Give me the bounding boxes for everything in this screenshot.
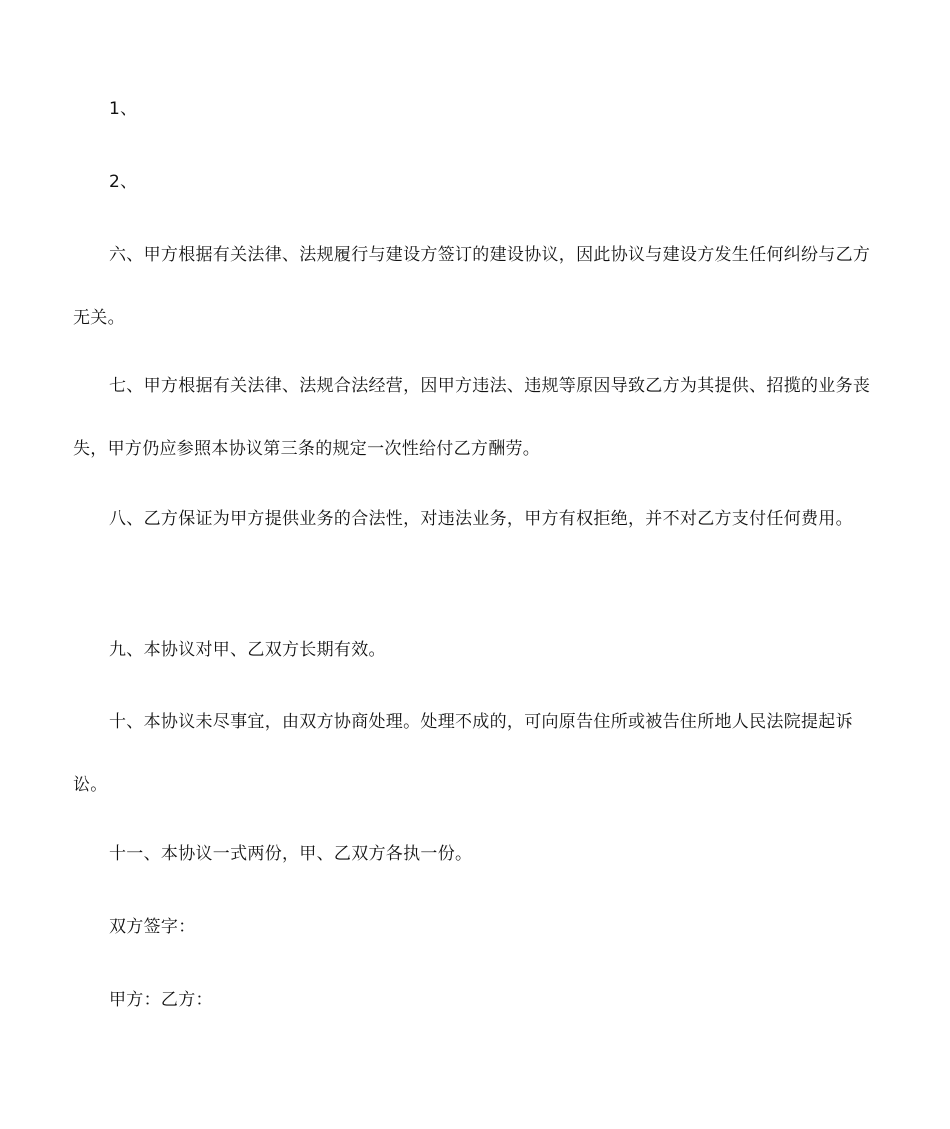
paragraph-clause-11: 十一、本协议一式两份，甲、乙双方各执一份。 (109, 844, 473, 864)
paragraph-clause-6: 六、甲方根据有关法律、法规履行与建设方签订的建设协议，因此协议与建设方发生任何纠纷与乙方无关。 (73, 245, 871, 328)
signature-parties: 甲方：乙方： (109, 990, 213, 1010)
paragraph-clause-8: 八、乙方保证为甲方提供业务的合法性，对违法业务，甲方有权拒绝，并不对乙方支付任何费用。 (109, 509, 853, 529)
signature-heading: 双方签字： (109, 917, 196, 937)
paragraph-item-2: 2、 (109, 172, 138, 192)
paragraph-clause-7: 七、甲方根据有关法律、法规合法经营，因甲方违法、违规等原因导致乙方为其提供、招揽的业务丧失，甲方仍应参照本协议第三条的规定一次性给付乙方酬劳。 (73, 376, 871, 459)
paragraph-clause-9: 九、本协议对甲、乙双方长期有效。 (109, 640, 386, 660)
paragraph-clause-10: 十、本协议未尽事宜，由双方协商处理。处理不成的，可向原告住所或被告住所地人民法院提起诉讼。 (73, 712, 853, 795)
paragraph-item-1: 1、 (109, 99, 138, 119)
